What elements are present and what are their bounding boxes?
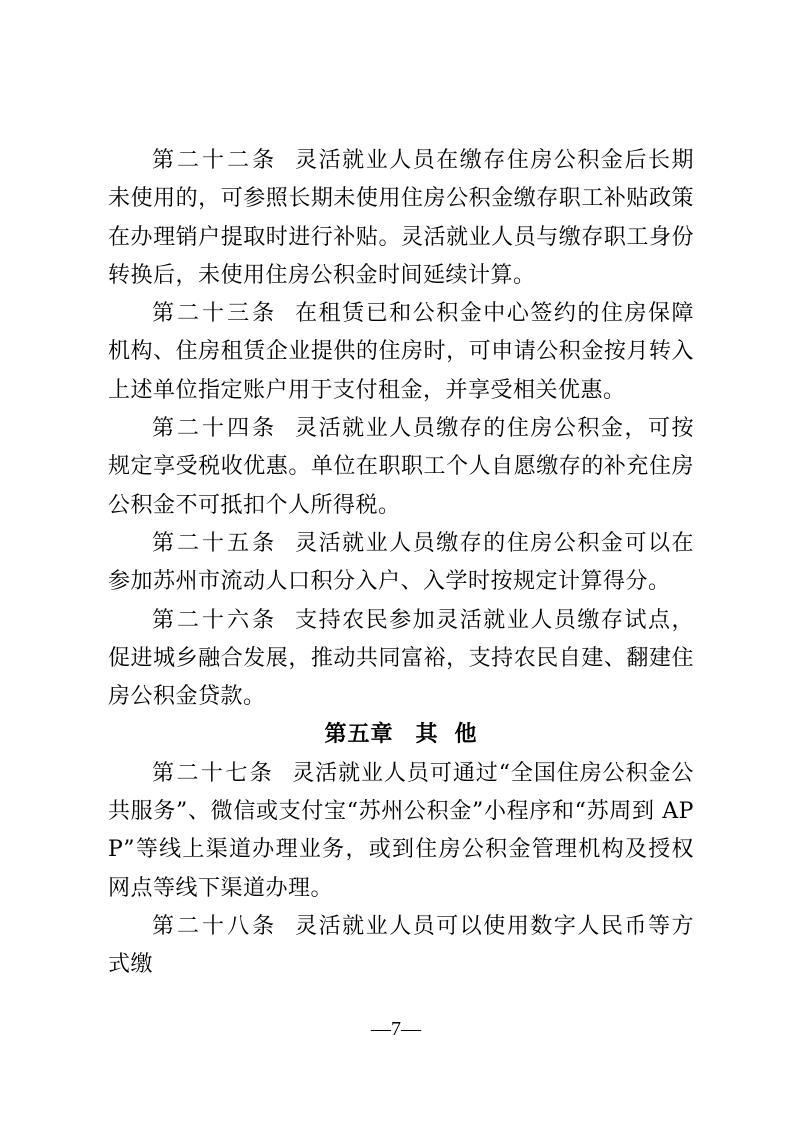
article-number: 第二十六条 <box>152 607 278 633</box>
article-number: 第二十八条 <box>152 913 278 939</box>
chapter-title-part1: 其 <box>415 722 439 748</box>
article-text: 灵活就业人员缴存的住房公积金，可按规定享受税收优惠。单位在职职工个人自愿缴存的补充住房公积金不可抵扣个人所得税。 <box>108 416 694 518</box>
article-number: 第二十二条 <box>152 148 278 173</box>
article-23 <box>108 295 694 410</box>
article-25 <box>108 525 694 602</box>
article-24 <box>108 410 694 525</box>
page-number: —7— <box>371 1018 421 1040</box>
article-number: 第二十七条 <box>152 760 275 786</box>
article-number: 第二十三条 <box>152 301 278 327</box>
chapter-title-part2: 他 <box>454 722 478 748</box>
article-number: 第二十五条 <box>152 530 278 556</box>
page-body <box>108 142 694 985</box>
chapter-heading <box>108 716 694 754</box>
article-text: 灵活就业人员可以使用数字人民币等方式缴 <box>108 913 694 978</box>
article-28 <box>108 908 694 985</box>
article-27 <box>108 755 694 908</box>
article-text: 支持农民参加灵活就业人员缴存试点，促进城乡融合发展，推动共同富裕，支持农民自建、翻建住房公积金贷款。 <box>108 607 694 710</box>
chapter-number: 第五章 <box>324 722 394 748</box>
article-text: 灵活就业人员在缴存住房公积金后长期未使用的，可参照长期未使用住房公积金缴存职工补贴政策在办理销户提取时进行补贴。灵活就业人员与缴存职工身份转换后，未使用住房公积金时间延续计算。 <box>108 148 694 288</box>
article-number: 第二十四条 <box>152 416 278 442</box>
article-22 <box>108 142 694 295</box>
article-text: 灵活就业人员可通过“全国住房公积金公共服务”、微信或支付宝“苏州公积金”小程序和“苏周到 APP”等线上渠道办理业务，或到住房公积金管理机构及授权网点等线下渠道办理。 <box>108 760 694 901</box>
article-text: 在租赁已和公积金中心签约的住房保障机构、住房租赁企业提供的住房时，可申请公积金按月转入上述单位指定账户用于支付租金，并享受相关优惠。 <box>108 301 694 403</box>
article-text: 灵活就业人员缴存的住房公积金可以在参加苏州市流动人口积分入户、入学时按规定计算得分。 <box>108 530 694 595</box>
article-26 <box>108 602 694 717</box>
